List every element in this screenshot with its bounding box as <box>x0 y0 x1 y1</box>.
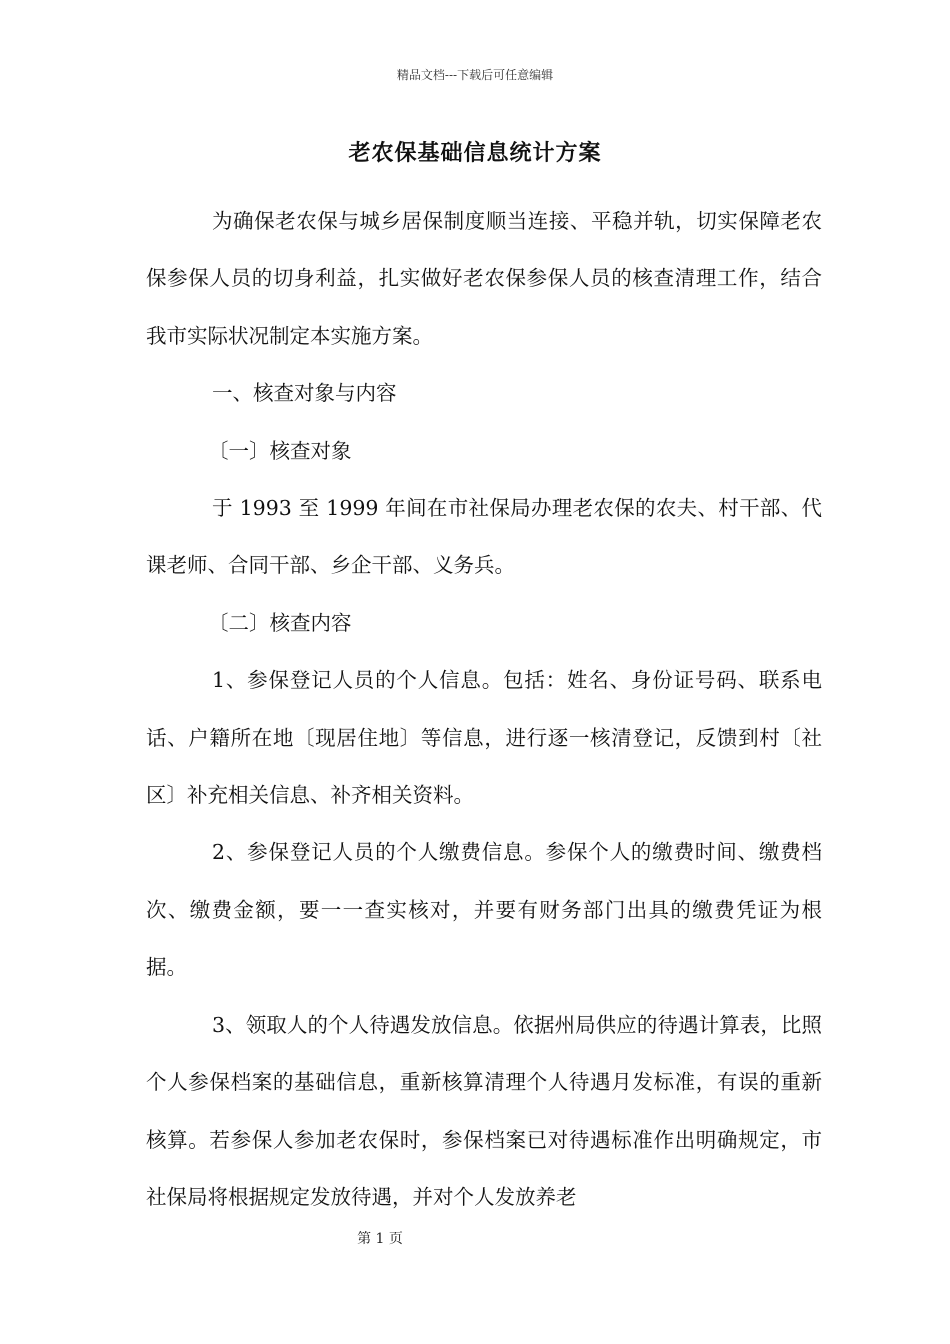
intro-paragraph: 为确保老农保与城乡居保制度顺当连接、平稳并轨，切实保障老农保参保人员的切身利益，扎实做好老农保参保人员的核查清理工作，结合我市实际状况制定本实施方案。 <box>146 209 822 348</box>
content-item-3: 3、领取人的个人待遇发放信息。依据州局供应的待遇计算表，比照个人参保档案的基础信息，重新核算清理个人待遇月发标准，有误的重新核算。若参保人参加老农保时，参保档案已对待遇标准作出明确规定，市社保局将根据规定发放待遇，并对个人发放养老 <box>146 1012 822 1209</box>
section-heading-1: 一、核查对象与内容 <box>212 381 397 406</box>
document-title: 老农保基础信息统计方案 <box>348 140 602 166</box>
subsection-heading-1: 〔一〕核查对象 <box>208 438 352 463</box>
content-item-2: 2、参保登记人员的个人缴费信息。参保个人的缴费时间、缴费档次、缴费金额，要一一查实核对，并要有财务部门出具的缴费凭证为根据。 <box>146 840 822 980</box>
header-note: 精品文档---下载后可任意编辑 <box>396 68 554 82</box>
subsection-heading-2: 〔二〕核查内容 <box>208 610 352 635</box>
page-number: 第 1 页 <box>357 1231 403 1247</box>
document-body <box>146 193 822 1226</box>
content-item-1: 1、参保登记人员的个人信息。包括：姓名、身份证号码、联系电话、户籍所在地〔现居住地〕等信息，进行逐一核清登记，反馈到村〔社区〕补充相关信息、补齐相关资料。 <box>146 668 822 808</box>
check-targets-paragraph: 于 1993 至 1999 年间在市社保局办理老农保的农夫、村干部、代课老师、合同干部、乡企干部、义务兵。 <box>146 496 822 578</box>
